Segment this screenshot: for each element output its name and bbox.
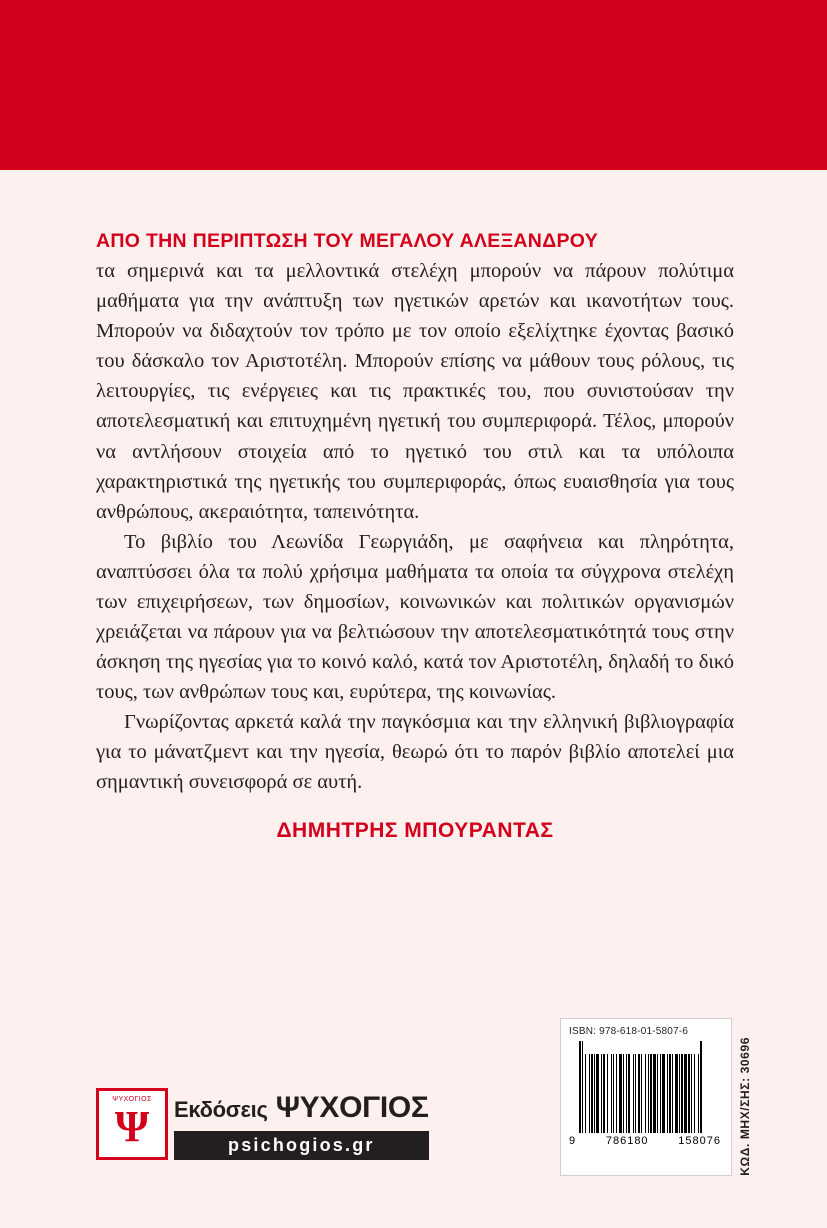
publisher-url: psichogios.gr [174, 1131, 429, 1160]
blurb-paragraph-2: Το βιβλίο του Λεωνίδα Γεωργιάδη, με σαφήνεια και πληρότητα, αναπτύσσει όλα τα πολύ χρήσιμα μαθήματα τα οποία τα σύγχρονα στελέχη των επιχειρήσεων, των δημοσίων, κοινωνικών και πολιτικών οργανισμών χρειάζεται να πάρουν για να βελτιώσουν την αποτελεσματικότητά τους στην άσκηση της ηγεσίας για το κοινό καλό, κατά τον Αριστοτέλη, δηλαδή το δικό τους, των ανθρώπων τους και, ευρύτερα, της κοινωνίας. [96, 530, 734, 703]
blurb-body [96, 256, 734, 797]
blurb-signature: ΔΗΜΗΤΡΗΣ ΜΠΟΥΡΑΝΤΑΣ [276, 818, 554, 842]
blurb-lead-line: ΑΠΟ ΤΗΝ ΠΕΡΙΠΤΩΣΗ ΤΟΥ ΜΕΓΑΛΟΥ ΑΛΕΞΑΝΔΡΟΥ [96, 230, 599, 252]
publisher-name: ΨΥΧΟΓΙΟΣ [275, 1091, 429, 1124]
barcode-digit-left: 9 [569, 1135, 577, 1147]
barcode-digit-group-2: 158076 [678, 1135, 721, 1147]
publisher-logo [96, 1088, 429, 1162]
psychogios-mark-icon [96, 1088, 168, 1160]
publisher-mark-label: ΨΥΧΟΓΙΟΣ [112, 1096, 152, 1103]
psi-glyph-icon: Ψ [114, 1102, 150, 1151]
machine-code-text: ΚΩΔ. ΜΗΧ/ΣΗΣ: 30696 [738, 1037, 752, 1176]
barcode-bars-icon [579, 1041, 723, 1133]
publisher-name-line [174, 1088, 429, 1128]
barcode-digit-group-1: 786180 [605, 1135, 649, 1147]
publisher-logo-text [174, 1088, 429, 1160]
blurb-section [96, 228, 734, 843]
blurb-paragraph-1: τα σημερινά και τα μελλοντικά στελέχη μπορούν να πάρουν πολύτιμα μαθήματα για την ανάπτυξη των ηγετικών αρετών και ικανοτήτων τους. Μπορούν να διδαχτούν τον τρόπο με τον οποίο εξελίχτηκε έχοντας βασικό του δάσκαλο τον Αριστοτέλη. Μπορούν επίσης να μάθουν τους ρόλους, τις λειτουργίες, τις ενέργειες και τις πρακτικές του, που συνιστούσαν την αποτελεσματική και επιτυχημένη ηγετική του συμπεριφορά. Τέλος, μπορούν να αντλήσουν στοιχεία από το ηγετικό του στιλ και τα υπόλοιπα χαρακτηριστικά της ηγετικής του συμπεριφοράς, όπως ευαισθησία για τους ανθρώπους, ακεραιότητα, ταπεινότητα. [96, 260, 734, 523]
isbn-label: ISBN: 978-618-01-5807-6 [569, 1026, 689, 1037]
publisher-name-prefix: Εκδόσεις [174, 1097, 268, 1122]
blurb-paragraph-3: Γνωρίζοντας αρκετά καλά την παγκόσμια και την ελληνική βιβλιογραφία για το μάνατζμεντ και την ηγεσία, θεωρώ ότι το παρόν βιβλίο αποτελεί μια σημαντική συνεισφορά σε αυτή. [96, 710, 734, 793]
machine-code-side [736, 1018, 754, 1176]
barcode-digits [569, 1135, 723, 1147]
top-color-band [0, 0, 827, 170]
barcode-block [560, 1018, 732, 1176]
